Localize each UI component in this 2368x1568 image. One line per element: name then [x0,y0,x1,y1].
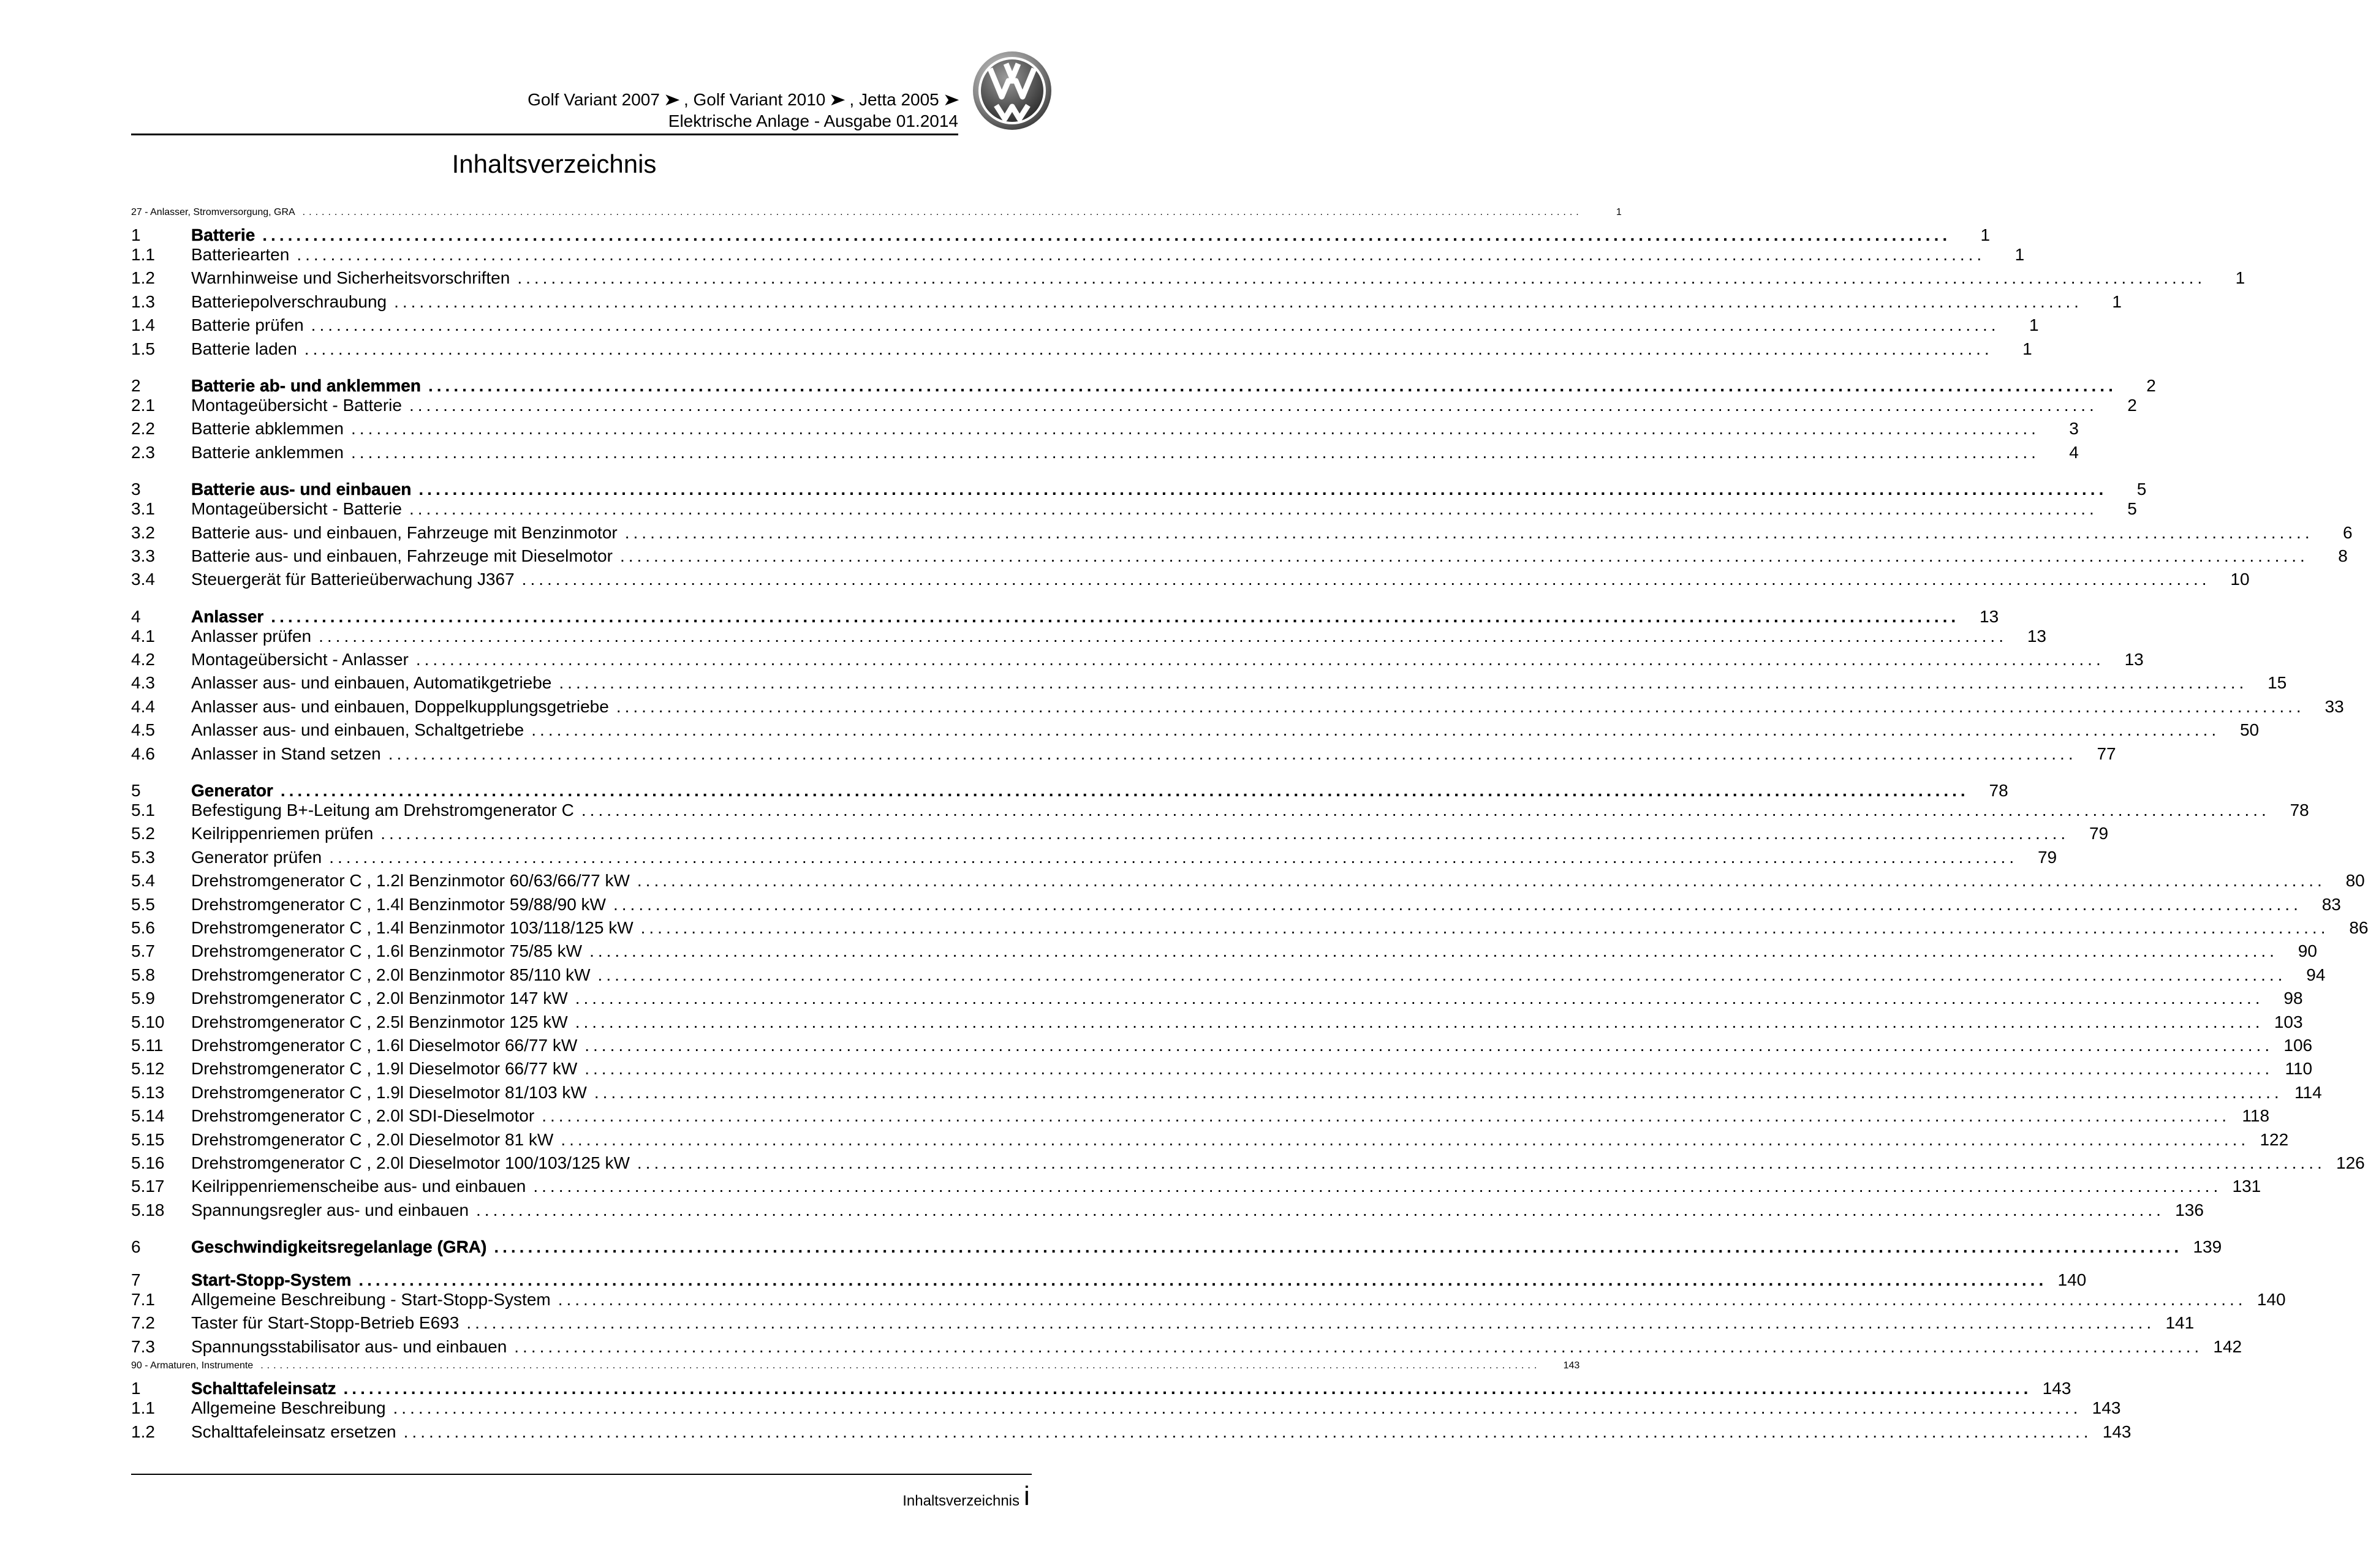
toc-entry-number: 4.3 [131,673,155,693]
toc-subsection-entry[interactable] [131,1059,2313,1082]
toc-entry-number: 5.9 [131,989,155,1008]
toc-subsection-entry[interactable] [131,522,2353,546]
toc-entry-label: Drehstromgenerator C , 2.0l Benzinmotor 147 kW [191,989,568,1008]
toc-entry-number: 5.6 [131,918,155,937]
toc-subsection-entry[interactable] [131,626,2046,650]
toc-dot-leader: ........................................................................................................................................................................................................ [302,207,1583,217]
toc-subsection-entry[interactable] [131,801,2309,824]
toc-entry-page: 4 [2069,442,2079,462]
toc-dot-leader: ........................................................................................................................................................................................................ [403,1422,2092,1441]
toc-entry-label: Batterie [191,225,255,244]
toc-subsection-entry[interactable] [131,1153,2365,1177]
toc-entry-page: 15 [2268,673,2287,693]
toc-entry-page: 33 [2324,696,2344,716]
toc-dot-leader: ........................................................................................................................................................................................................ [394,292,2082,311]
toc-dot-leader: ........................................................................................................................................................................................................ [260,1360,1541,1371]
toc-entry-number: 5.3 [131,847,155,867]
toc-entry-page: 122 [2260,1129,2289,1149]
toc-entry-label: Montageübersicht - Batterie [191,395,402,415]
toc-entry-number: 3.3 [131,546,155,565]
toc-entry-label: Batterie anklemmen [191,442,344,462]
toc-entry-number: 5.10 [131,1012,165,1031]
toc-dot-leader: ........................................................................................................................................................................................................ [517,268,2206,288]
toc-entry-label: Spannungsstabilisator aus- und einbauen [191,1336,507,1356]
toc-subsection-entry[interactable] [131,894,2341,918]
toc-entry-page: 98 [2283,989,2303,1008]
toc-subsection-entry[interactable] [131,419,2079,442]
toc-entry-number: 1.3 [131,292,155,311]
toc-subsection-entry[interactable] [131,989,2303,1012]
toc-dot-leader: ........................................................................................................................................................................................................ [584,1035,2274,1055]
toc-entry-label: 27 - Anlasser, Stromversorgung, GRA [131,207,295,217]
toc-dot-leader: ........................................................................................................................................................................................................ [575,989,2264,1008]
toc-entry-page: 1 [2235,268,2245,288]
toc-entry-number: 1 [131,1379,141,1398]
toc-dot-leader: ........................................................................................................................................................................................................ [533,1177,2222,1196]
arrow-right-icon: ➤ [942,90,960,109]
toc-entry-label: Drehstromgenerator C , 1.6l Dieselmotor 66/77 kW [191,1035,578,1055]
toc-entry-label: Generator prüfen [191,847,322,867]
toc-entry-page: 139 [2193,1237,2222,1257]
footer-section: Inhaltsverzeichnis [902,1493,1019,1509]
toc-dot-leader: ........................................................................................................................................................................................................ [280,781,1969,801]
toc-entry-page: 6 [2343,522,2353,542]
toc-entry-page: 1 [2029,315,2039,335]
toc-entry-page: 79 [2037,847,2057,867]
toc-subsection-entry[interactable] [131,918,2368,941]
toc-entry-number: 6 [131,1237,141,1257]
toc-entry-number: 5.15 [131,1129,165,1149]
toc-subsection-entry[interactable] [131,1082,2322,1106]
toc-dot-leader: ........................................................................................................................................................................................................ [358,1270,2048,1290]
toc-entry-page: 110 [2285,1059,2313,1079]
toc-entry-number: 4.6 [131,744,155,763]
toc-entry-label: Befestigung B+-Leitung am Drehstromgenerator C [191,801,574,820]
toc-section-entry[interactable] [131,1263,2087,1290]
toc-entry-label: Batterie aus- und einbauen, Fahrzeuge mit Benzinmotor [191,522,618,542]
toc-entry-number: 1.1 [131,245,155,264]
toc-entry-number: 4 [131,606,141,626]
toc-entry-label: Start-Stopp-System [191,1270,352,1290]
footer-rule [131,1474,1032,1475]
toc-entry-number: 4.4 [131,696,155,716]
toc-subsection-entry[interactable] [131,1035,2313,1059]
toc-entry-page: 78 [2290,801,2309,820]
toc-entry-page: 1 [2014,245,2025,264]
toc-entry-label: Schalttafeleinsatz [191,1379,336,1398]
toc-subsection-entry[interactable] [131,1106,2270,1129]
toc-section-entry[interactable] [131,1230,2222,1257]
toc-entry-page: 2 [2146,375,2156,395]
toc-entry-label: Schalttafeleinsatz ersetzen [191,1422,396,1441]
toc-entry-label: Drehstromgenerator C , 2.0l SDI-Dieselmotor [191,1106,535,1126]
footer-page-number: i [1024,1481,1030,1511]
toc-entry-number: 5.7 [131,941,155,961]
toc-entry-page: 103 [2274,1012,2303,1031]
toc-entry-label: Warnhinweise und Sicherheitsvorschriften [191,268,510,288]
toc-entry-label: Spannungsregler aus- und einbauen [191,1200,469,1219]
toc-entry-label: Allgemeine Beschreibung [191,1398,386,1418]
toc-entry-number: 5.11 [131,1035,164,1055]
toc-section-entry[interactable] [131,600,1999,627]
toc-dot-leader: ........................................................................................................................................................................................................ [380,824,2070,843]
toc-entry-number: 4.1 [131,626,155,646]
toc-subsection-entry[interactable] [131,1290,2286,1313]
toc-entry-label: Anlasser aus- und einbauen, Schaltgetriebe [191,720,524,740]
toc-entry-page: 126 [2336,1153,2365,1172]
toc-entry-page: 13 [1980,606,1999,626]
toc-section-entry[interactable] [131,369,2156,396]
arrow-right-icon: ➤ [828,90,846,109]
toc-dot-leader: ........................................................................................................................................................................................................ [343,1379,2032,1398]
toc-dot-leader: ........................................................................................................................................................................................................ [388,744,2077,763]
toc-dot-leader: ........................................................................................................................................................................................................ [581,801,2270,820]
toc-entry-label: Drehstromgenerator C , 1.4l Benzinmotor 103/118/125 kW [191,918,634,937]
toc-entry-label: Keilrippenriemenscheibe aus- und einbauen [191,1177,526,1196]
toc-entry-label: Drehstromgenerator C , 1.4l Benzinmotor 59/88/90 kW [191,894,606,914]
toc-entry-label: Anlasser prüfen [191,626,312,646]
toc-entry-page: 90 [2298,941,2317,961]
model-jetta-2005: , Jetta 2005 [849,90,939,109]
toc-dot-leader: ........................................................................................................................................................................................................ [393,1398,2082,1418]
toc-entry-label: Drehstromgenerator C , 2.0l Benzinmotor 85/110 kW [191,965,591,984]
toc-section-entry[interactable] [131,218,1991,245]
toc-dot-leader: ........................................................................................................................................................................................................ [561,1129,2250,1149]
toc-entry-number: 5 [131,781,141,801]
toc-entry-page: 13 [2027,626,2046,646]
toc-entry-number: 2.1 [131,395,155,415]
toc-entry-page: 5 [2136,480,2147,499]
arrow-right-icon: ➤ [663,90,681,109]
toc-entry-page: 143 [2092,1398,2121,1418]
toc-entry-number: 5.16 [131,1153,165,1172]
toc-entry-page: 140 [2057,1270,2087,1290]
toc-entry-page: 3 [2069,419,2079,439]
toc-entry-label: Drehstromgenerator C , 2.0l Dieselmotor 100/103/125 kW [191,1153,630,1172]
toc-entry-number: 1 [131,225,141,244]
toc-dot-leader: ........................................................................................................................................................................................................ [428,375,2117,395]
toc-subsection-entry[interactable] [131,673,2287,696]
toc-chapter-entry[interactable] [131,207,1622,218]
toc-entry-page: 143 [1563,1360,1580,1371]
toc-entry-number: 3 [131,480,141,499]
toc-entry-page: 13 [2124,650,2144,669]
toc-subsection-entry[interactable] [131,315,2039,339]
toc-subsection-entry[interactable] [131,1398,2121,1422]
toc-entry-page: 1 [2112,292,2122,311]
toc-entry-number: 2.3 [131,442,155,462]
toc-subsection-entry[interactable] [131,824,2109,847]
toc-subsection-entry[interactable] [131,546,2348,570]
toc-dot-leader: ........................................................................................................................................................................................................ [521,570,2211,589]
toc-subsection-entry[interactable] [131,292,2122,315]
toc-subsection-entry[interactable] [131,847,2057,871]
toc-entry-label: Anlasser [191,606,264,626]
toc-dot-leader: ........................................................................................................................................................................................................ [409,395,2098,415]
toc-entry-number: 5.13 [131,1082,165,1102]
toc-entry-label: Anlasser aus- und einbauen, Doppelkupplungsgetriebe [191,696,609,716]
toc-entry-page: 86 [2349,918,2368,937]
model-golf-variant-2007: Golf Variant 2007 [528,90,660,109]
toc-entry-number: 1.5 [131,339,155,358]
toc-entry-label: Geschwindigkeitsregelanlage (GRA) [191,1237,487,1257]
toc-subsection-entry[interactable] [131,1336,2242,1360]
page-header [131,86,958,135]
toc-dot-leader: ........................................................................................................................................................................................................ [351,442,2040,462]
toc-entry-number: 2.2 [131,419,155,439]
toc-subsection-entry[interactable] [131,650,2144,673]
toc-entry-label: Drehstromgenerator C , 1.9l Dieselmotor 66/77 kW [191,1059,578,1079]
toc-dot-leader: ........................................................................................................................................................................................................ [297,245,1986,264]
toc-entry-page: 80 [2345,871,2365,891]
toc-entry-page: 50 [2239,720,2260,740]
toc-entry-number: 3.1 [131,499,155,519]
toc-subsection-entry[interactable] [131,1129,2289,1153]
toc-entry-number: 5.1 [131,801,155,820]
toc-entry-label: Allgemeine Beschreibung - Start-Stopp-System [191,1290,551,1310]
toc-dot-leader: ........................................................................................................................................................................................................ [409,499,2098,519]
toc-entry-number: 7 [131,1270,141,1290]
toc-entry-page: 106 [2283,1035,2313,1055]
toc-entry-page: 8 [2338,546,2348,565]
header-models [528,89,958,110]
toc-entry-number: 5.17 [131,1177,165,1196]
toc-entry-label: Anlasser aus- und einbauen, Automatikgetriebe [191,673,552,693]
toc-dot-leader: ........................................................................................................................................................................................................ [584,1059,2274,1079]
toc-entry-label: Batterie prüfen [191,315,304,335]
toc-dot-leader: ........................................................................................................................................................................................................ [542,1106,2231,1126]
toc-subsection-entry[interactable] [131,570,2250,593]
toc-dot-leader: ........................................................................................................................................................................................................ [271,606,1960,626]
toc-entry-number: 3.2 [131,522,155,542]
toc-entry-label: Batterie aus- und einbauen [191,480,412,499]
toc-entry-number: 1.4 [131,315,155,335]
toc-subsection-entry[interactable] [131,871,2365,894]
toc-entry-number: 7.2 [131,1313,155,1333]
toc-subsection-entry[interactable] [131,499,2137,522]
toc-entry-label: Drehstromgenerator C , 2.5l Benzinmotor 125 kW [191,1012,568,1031]
toc-dot-leader: ........................................................................................................................................................................................................ [637,871,2326,891]
toc-subsection-entry[interactable] [131,1422,2132,1446]
toc-dot-leader: ........................................................................................................................................................................................................ [304,339,1993,358]
vw-logo-icon [972,50,1053,131]
toc-section-entry[interactable] [131,1371,2071,1398]
toc-dot-leader: ........................................................................................................................................................................................................ [616,696,2305,716]
toc-subsection-entry[interactable] [131,1012,2303,1036]
toc-entry-label: Generator [191,781,273,801]
toc-entry-page: 1 [1980,225,1991,244]
toc-entry-page: 10 [2230,570,2250,589]
toc-entry-page: 142 [2213,1336,2242,1356]
toc-subsection-entry[interactable] [131,395,2137,419]
toc-section-entry[interactable] [131,472,2147,499]
toc-chapter-entry[interactable] [131,1360,1580,1371]
toc-entry-number: 5.18 [131,1200,165,1219]
toc-subsection-entry[interactable] [131,744,2116,767]
toc-entry-label: Keilrippenriemen prüfen [191,824,374,843]
toc-dot-leader: ........................................................................................................................................................................................................ [415,650,2105,669]
toc-subsection-entry[interactable] [131,1313,2195,1336]
toc-dot-leader: ........................................................................................................................................................................................................ [311,315,2000,335]
toc-entry-page: 78 [1989,781,2008,801]
toc-subsection-entry[interactable] [131,941,2317,965]
toc-entry-page: 2 [2127,395,2137,415]
toc-entry-page: 83 [2321,894,2341,914]
toc-entry-number: 5.12 [131,1059,165,1079]
toc-entry-label: Batterie abklemmen [191,419,344,439]
toc-section-entry[interactable] [131,774,2008,801]
toc-entry-page: 1 [1616,207,1622,217]
toc-entry-page: 79 [2089,824,2109,843]
toc-dot-leader: ........................................................................................................................................................................................................ [329,847,2018,867]
page-title: Inhaltsverzeichnis [452,149,657,178]
toc-subsection-entry[interactable] [131,339,2032,363]
header-edition: Elektrische Anlage - Ausgabe 01.2014 [668,111,958,130]
toc-dot-leader: ........................................................................................................................................................................................................ [575,1012,2264,1031]
toc-entry-page: 94 [2306,965,2326,984]
toc-entry-label: 90 - Armaturen, Instrumente [131,1360,254,1371]
toc-entry-label: Batteriearten [191,245,290,264]
toc-dot-leader: ........................................................................................................................................................................................................ [466,1313,2155,1333]
toc-subsection-entry[interactable] [131,1177,2261,1200]
toc-entry-number: 5.5 [131,894,155,914]
toc-entry-label: Steuergerät für Batterieüberwachung J367 [191,570,515,589]
toc-entry-page: 143 [2042,1379,2071,1398]
toc-entry-number: 1.1 [131,1398,155,1418]
toc-entry-label: Taster für Start-Stopp-Betrieb E693 [191,1313,460,1333]
toc-dot-leader: ........................................................................................................................................................................................................ [619,546,2309,565]
toc-entry-page: 131 [2232,1177,2261,1196]
toc-entry-number: 5.8 [131,965,155,984]
model-golf-variant-2010: , Golf Variant 2010 [683,90,826,109]
toc-entry-page: 77 [2097,744,2116,763]
toc-subsection-entry[interactable] [131,442,2079,466]
toc-entry-number: 7.1 [131,1290,155,1310]
toc-dot-leader: ........................................................................................................................................................................................................ [494,1237,2183,1257]
toc-subsection-entry[interactable] [131,245,2025,268]
toc-entry-label: Drehstromgenerator C , 1.6l Benzinmotor 75/85 kW [191,941,583,961]
toc-entry-label: Batteriepolverschraubung [191,292,387,311]
toc-dot-leader: ........................................................................................................................................................................................................ [637,1153,2326,1172]
toc-entry-page: 141 [2165,1313,2195,1333]
toc-entry-label: Drehstromgenerator C , 1.9l Dieselmotor 81/103 kW [191,1082,587,1102]
toc-entry-page: 140 [2256,1290,2286,1310]
header-rule [131,134,958,135]
toc-dot-leader: ........................................................................................................................................................................................................ [476,1200,2165,1219]
toc-dot-leader: ........................................................................................................................................................................................................ [613,894,2302,914]
toc-entry-number: 5.2 [131,824,155,843]
toc-entry-label: Montageübersicht - Batterie [191,499,402,519]
toc-dot-leader: ........................................................................................................................................................................................................ [589,941,2278,961]
toc-dot-leader: ........................................................................................................................................................................................................ [262,225,1951,244]
toc-entry-label: Drehstromgenerator C , 2.0l Dieselmotor 81 kW [191,1129,554,1149]
toc-entry-label: Anlasser in Stand setzen [191,744,381,763]
toc-dot-leader: ........................................................................................................................................................................................................ [418,480,2108,499]
toc-dot-leader: ........................................................................................................................................................................................................ [597,965,2287,984]
toc-subsection-entry[interactable] [131,696,2344,720]
toc-dot-leader: ........................................................................................................................................................................................................ [624,522,2313,542]
toc-subsection-entry[interactable] [131,1200,2204,1224]
toc-entry-page: 114 [2294,1082,2322,1102]
toc-entry-number: 1.2 [131,1422,155,1441]
toc-dot-leader: ........................................................................................................................................................................................................ [594,1082,2283,1102]
toc-entry-number: 5.14 [131,1106,165,1126]
toc-entry-number: 2 [131,375,141,395]
toc-entry-label: Montageübersicht - Anlasser [191,650,409,669]
toc-entry-page: 118 [2242,1106,2270,1126]
toc-entry-label: Drehstromgenerator C , 1.2l Benzinmotor 60/63/66/77 kW [191,871,630,891]
table-of-contents [131,207,2368,1446]
toc-subsection-entry[interactable] [131,965,2326,989]
toc-entry-label: Batterie ab- und anklemmen [191,375,421,395]
toc-entry-number: 1.2 [131,268,155,288]
toc-entry-label: Batterie aus- und einbauen, Fahrzeuge mit Dieselmotor [191,546,613,565]
toc-entry-page: 5 [2127,499,2137,519]
toc-dot-leader: ........................................................................................................................................................................................................ [319,626,2007,646]
toc-entry-page: 1 [2022,339,2032,358]
toc-entry-number: 4.5 [131,720,155,740]
toc-dot-leader: ........................................................................................................................................................................................................ [559,673,2248,693]
toc-entry-number: 7.3 [131,1336,155,1356]
toc-dot-leader: ........................................................................................................................................................................................................ [640,918,2329,937]
toc-dot-leader: ........................................................................................................................................................................................................ [514,1336,2203,1356]
toc-entry-page: 136 [2175,1200,2204,1219]
toc-subsection-entry[interactable] [131,720,2260,744]
toc-entry-number: 3.4 [131,570,155,589]
toc-entry-label: Batterie laden [191,339,297,358]
toc-subsection-entry[interactable] [131,268,2245,292]
toc-dot-leader: ........................................................................................................................................................................................................ [531,720,2220,740]
toc-entry-number: 4.2 [131,650,155,669]
toc-entry-number: 5.4 [131,871,155,891]
toc-dot-leader: ........................................................................................................................................................................................................ [558,1290,2247,1310]
toc-entry-page: 143 [2102,1422,2132,1441]
toc-dot-leader: ........................................................................................................................................................................................................ [351,419,2040,439]
